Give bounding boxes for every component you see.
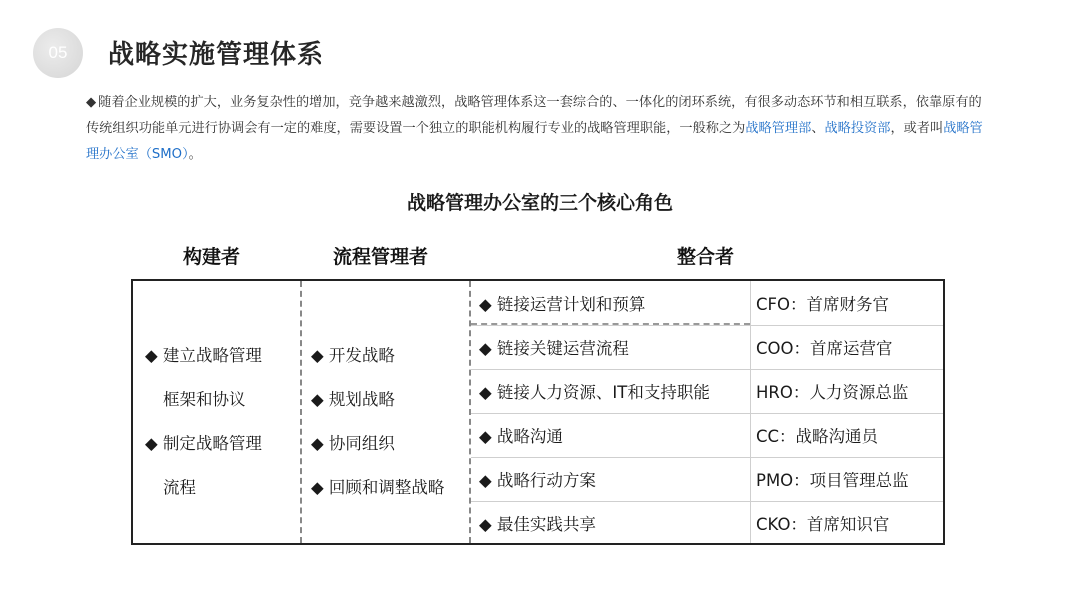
intro-text-3: 。 [188, 147, 202, 162]
intro-paragraph [86, 90, 986, 168]
intro-text-1: 随着企业规模的扩大，业务复杂性的增加，竞争越来越激烈，战略管理体系这一套综合的、一体化的闭环系统，有很多动态环节和相互联系，依靠原有的传统组织功能单元进行协调会有一定的难度，需要设置一个独立的职能机构履行专业的战略管理职能，一般称之为 [86, 95, 982, 136]
column-header-integrator: 整合者 [677, 246, 735, 268]
integrator-action: ◆ 最佳实践共享 [479, 515, 596, 534]
integrator-role: PMO：项目管理总监 [756, 471, 909, 490]
table-row [471, 369, 943, 414]
list-item: 框架和协议 [163, 390, 246, 409]
table-row [471, 501, 943, 545]
integrator-action: ◆ 战略行动方案 [479, 471, 596, 490]
integrator-role: CC：战略沟通员 [756, 427, 879, 446]
section-number-badge: 05 [33, 28, 83, 78]
list-item: ◆ 建立战略管理 [145, 346, 262, 365]
process-manager-list [311, 345, 471, 521]
column-header-builder: 构建者 [183, 246, 241, 268]
page-title: 战略实施管理体系 [108, 40, 325, 70]
column-divider [300, 281, 302, 543]
list-item: ◆ 开发战略 [311, 346, 395, 365]
integrator-action: ◆ 链接人力资源、IT和支持职能 [479, 383, 710, 402]
highlight-investment-dept: 战略投资部 [824, 121, 891, 136]
integrator-action: ◆ 链接运营计划和预算 [479, 295, 646, 314]
highlight-strategy-dept: 战略管理部 [745, 121, 812, 136]
integrator-role: COO：首席运营官 [756, 339, 893, 358]
intro-separator: 、 [811, 121, 825, 136]
list-item: ◆ 协同组织 [311, 434, 395, 453]
table-row [471, 325, 943, 370]
table-row [471, 457, 943, 502]
builder-list [145, 345, 295, 521]
highlight-smo: 战略管理办公室（SMO） [86, 121, 983, 162]
table-row [471, 413, 943, 458]
integrator-role: CKO：首席知识官 [756, 515, 890, 534]
list-item: ◆ 规划战略 [311, 390, 395, 409]
list-item: ◆ 制定战略管理 [145, 434, 262, 453]
intro-text-2: ，或者叫 [890, 121, 944, 136]
integrator-role: HRO：人力资源总监 [756, 383, 909, 402]
integrator-action: ◆ 战略沟通 [479, 427, 563, 446]
roles-table [131, 279, 945, 545]
integrator-action: ◆ 链接关键运营流程 [479, 339, 629, 358]
list-item: ◆ 回顾和调整战略 [311, 478, 445, 497]
list-item: 流程 [163, 478, 196, 497]
column-header-process-manager: 流程管理者 [333, 246, 429, 268]
integrator-role: CFO：首席财务官 [756, 295, 889, 314]
table-row [471, 281, 943, 326]
diamond-bullet-icon: ◆ [86, 95, 97, 110]
table-title: 战略管理办公室的三个核心角色 [406, 192, 673, 214]
